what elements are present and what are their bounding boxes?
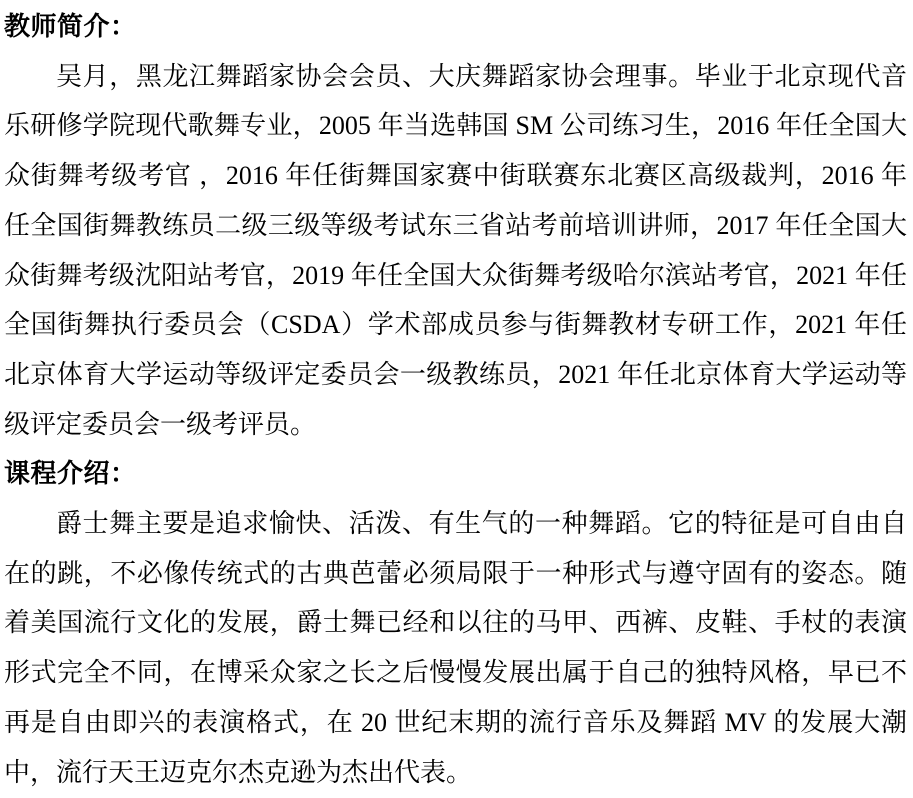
teacher-intro-section — [4, 2, 907, 449]
course-intro-heading: 课程介绍： — [4, 459, 137, 489]
course-intro-paragraph: 爵士舞主要是追求愉快、活泼、有生气的一种舞蹈。它的特征是可自由自在的跳，不必像传统式的古典芭蕾必须局限于一种形式与遵守固有的姿态。随着美国流行文化的发展，爵士舞已经和以往的马甲、西裤、皮鞋、手杖的表演形式完全不同，在博采众家之长之后慢慢发展出属于自己的独特风格，早已不再是自由即兴的表演格式，在 20 世纪末期的流行音乐及舞蹈 MV 的发展大潮中，流行天王迈克尔杰克逊为杰出代表。 — [4, 509, 907, 787]
teacher-intro-heading: 教师简介： — [4, 12, 137, 41]
course-intro-section — [4, 449, 907, 797]
teacher-intro-paragraph: 吴月，黑龙江舞蹈家协会会员、大庆舞蹈家协会理事。毕业于北京现代音乐研修学院现代歌舞专业，2005 年当选韩国 SM 公司练习生，2016 年任全国大众街舞考级考官 ，2016 年任街舞国家赛中街联赛东北赛区高级裁判，2016 年任全国街舞教练员二级三级等级考试东三省站考前培训讲师，2017 年任全国大众街舞考级沈阳站考官，2019 年任全国大众街舞考级哈尔滨站考官，2021 年任全国街舞执行委员会（CSDA）学术部成员参与街舞教材专研工作，2021 年任北京体育大学运动等级评定委员会一级教练员，2021 年任北京体育大学运动等级评定委员会一级考评员。 — [4, 61, 907, 439]
